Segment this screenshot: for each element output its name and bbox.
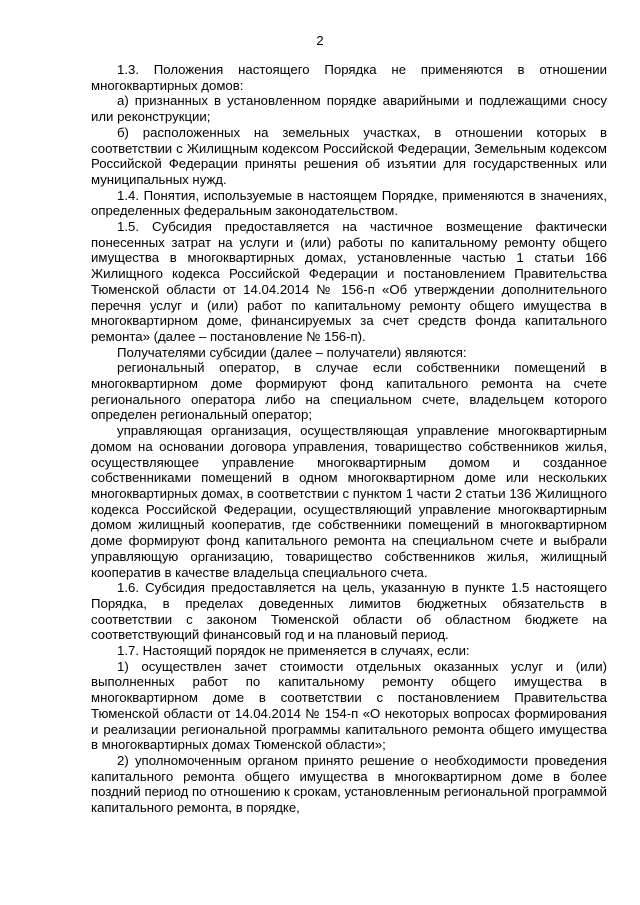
paragraph-1-4: 1.4. Понятия, используемые в настоящем Порядке, применяются в значениях, определенных федеральным законодательством. bbox=[91, 187, 607, 219]
page-number: 2 bbox=[316, 33, 324, 48]
paragraph-1-6: 1.6. Субсидия предоставляется на цель, указанную в пункте 1.5 настоящего Порядка, в пределах доведенных лимитов бюджетных обязательств в соответствии с законом Тюменской области об областном бюджете на соответствующий финансовый год и на плановый период. bbox=[91, 580, 607, 643]
paragraph-regional-operator: региональный оператор, в случае если собственники помещений в многоквартирном доме формируют фонд капитального ремонта на счете регионального оператора либо на специальном счете, владельцем которого определен региональный оператор; bbox=[91, 360, 607, 423]
paragraph-1-5: 1.5. Субсидия предоставляется на частичное возмещение фактически понесенных затрат на услуги и (или) работы по капитальному ремонту общего имущества в многоквартирных домах, установленные частью 1 статьи 166 Жилищного кодекса Российской Федерации и постановлением Правительства Тюменской области от 14.04.2014 № 156-п «Об утверждении дополнительного перечня услуг и (или) работ по капитальному ремонту общего имущества в многоквартирном доме, финансируемых за счет средств фонда капитального ремонта» (далее – постановление № 156-п). bbox=[91, 219, 607, 344]
paragraph-1-7: 1.7. Настоящий порядок не применяется в случаях, если: bbox=[117, 643, 470, 659]
paragraph-1-3-b: б) расположенных на земельных участках, в отношении которых в соответствии с Жилищным кодексом Российской Федерации, Земельным кодексом Российской Федерации приняты решения об изъятии для государственных или муниципальных нужд. bbox=[91, 124, 607, 187]
paragraph-1-3-a: а) признанных в установленном порядке аварийными и подлежащими сносу или реконструкции; bbox=[91, 93, 607, 125]
document-body bbox=[91, 62, 607, 816]
paragraph-recipients-intro: Получателями субсидии (далее – получатели) являются: bbox=[117, 344, 467, 360]
paragraph-1-3: 1.3. Положения настоящего Порядка не применяются в отношении многоквартирных домов: bbox=[91, 62, 607, 93]
paragraph-management-organization: управляющая организация, осуществляющая управление многоквартирным домом на основании договора управления, товарищество собственников жилья, осуществляющее управление многоквартирным домом и созданное собственниками помещений в одном многоквартирном доме или нескольких многоквартирных домах, в соответствии с пунктом 1 части 2 статьи 136 Жилищного кодекса Российской Федерации, осуществляющий управление многоквартирным домом жилищный кооператив, где собственники помещений в многоквартирном доме формируют фонд капитального ремонта на специальном счете и выбрали управляющую организацию, товарищество собственников жилья, жилищный кооператив в качестве владельца специального счета. bbox=[91, 423, 607, 580]
paragraph-1-7-item-2: 2) уполномоченным органом принято решение о необходимости проведения капитального ремонта общего имущества в многоквартирном доме в более поздний период по отношению к срокам, установленным региональной программой капитального ремонта, в порядке, bbox=[91, 752, 607, 816]
paragraph-1-7-item-1: 1) осуществлен зачет стоимости отдельных оказанных услуг и (или) выполненных работ по капитальному ремонту общего имущества в многоквартирном доме в соответствии с постановлением Правительства Тюменской области от 14.04.2014 № 154-п «О некоторых вопросах формирования и реализации региональной программы капитального ремонта общего имущества в многоквартирных домах Тюменской области»; bbox=[91, 658, 607, 753]
